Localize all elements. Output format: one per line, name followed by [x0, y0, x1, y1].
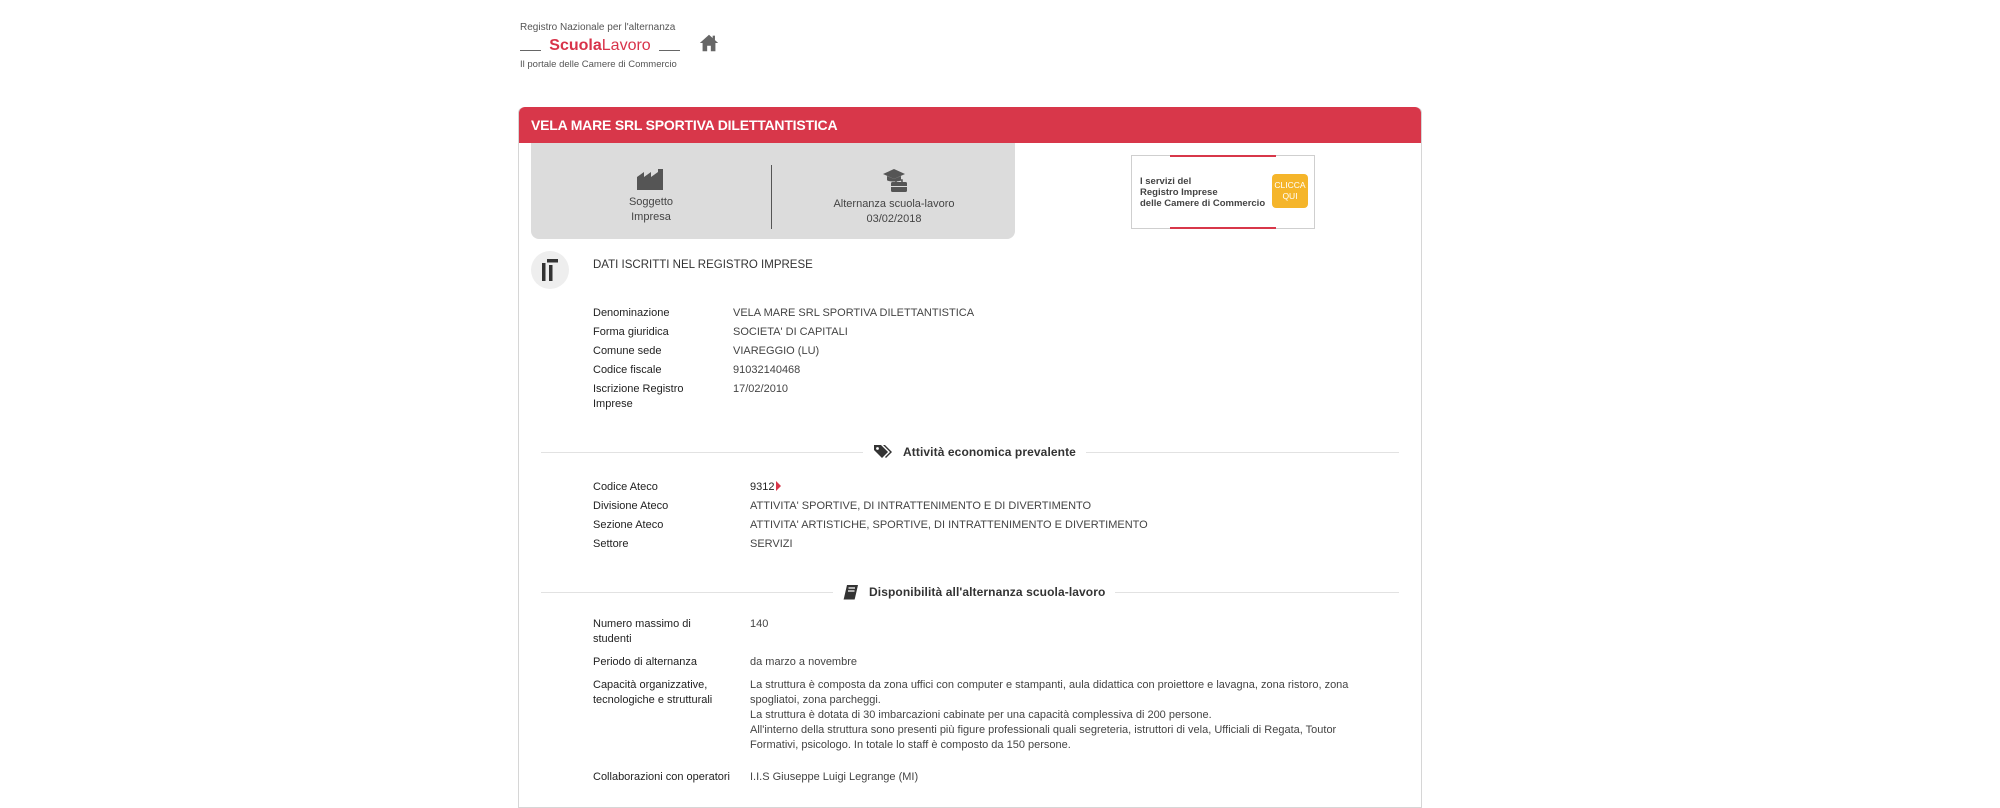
alternanza-label: Alternanza scuola-lavoro: [833, 198, 955, 210]
logo-brand: [520, 37, 680, 55]
registry-value: 91032140468: [733, 364, 801, 376]
company-title: VELA MARE SRL SPORTIVA DILETTANTISTICA: [519, 107, 1421, 143]
factory-icon: [636, 167, 666, 191]
site-logo[interactable]: [520, 22, 680, 70]
summary-subject-line1: Soggetto: [628, 196, 674, 208]
capacity-line: Formativi, psicologo. In totale lo staff è composto da 150 persone.: [750, 739, 1071, 751]
collab-label: Collaborazioni con operatori: [593, 771, 730, 783]
ateco-label: Sezione Ateco: [593, 519, 664, 531]
ateco-code-value[interactable]: [750, 480, 1250, 495]
registry-label: Comune sede: [593, 345, 662, 357]
ateco-label: Codice Ateco: [593, 481, 658, 493]
max-students-label: Numero massimo di studenti: [593, 618, 691, 645]
ateco-title-text: Attività economica prevalente: [903, 445, 1076, 459]
ateco-label: Divisione Ateco: [593, 500, 669, 512]
registry-label: Codice fiscale: [593, 364, 662, 376]
school-briefcase-icon: [879, 167, 909, 193]
ateco-value: ATTIVITA' ARTISTICHE, SPORTIVE, DI INTRATTENIMENTO E DIVERTIMENTO: [750, 519, 1148, 531]
registry-value: VELA MARE SRL SPORTIVA DILETTANTISTICA: [733, 307, 975, 319]
capacity-line: La struttura è composta da zona uffici con computer e stampanti, aula didattica con proiettore e lavagna, zona ristoro, zona: [750, 679, 1349, 691]
ateco-code-marker-icon: [776, 481, 781, 491]
registry-value: VIAREGGIO (LU): [733, 345, 820, 357]
logo-brand-light: Lavoro: [601, 37, 651, 54]
info-glyph-icon: [540, 257, 560, 283]
capacity-line: All'interno della struttura sono presenti più figure professionali quali segreteria, istruttori di vela, Ufficiali di Regata, Toutor: [750, 724, 1337, 736]
max-students-value: 140: [750, 618, 769, 630]
logo-brand-name: [549, 37, 650, 55]
capacity-line: spogliatoi, zona parcheggi.: [750, 694, 881, 706]
availability-section-title: [833, 582, 1115, 602]
summary-subject-line2: Impresa: [631, 211, 671, 223]
company-card: [518, 107, 1422, 808]
registry-value: SOCIETA' DI CAPITALI: [733, 326, 848, 338]
summary-alternanza: [773, 143, 1015, 239]
summary-divider: [771, 165, 772, 229]
ateco-value: ATTIVITA' SPORTIVE, DI INTRATTENIMENTO E DI DIVERTIMENTO: [750, 500, 1092, 512]
registry-label: Iscrizione Registro Imprese: [593, 383, 684, 410]
summary-panel: [531, 143, 1015, 239]
alternanza-date: 03/02/2018: [866, 213, 922, 225]
period-value: da marzo a novembre: [750, 656, 857, 668]
logo-tagline-top: Registro Nazionale per l'alternanza: [520, 22, 676, 33]
logo-line-right: [659, 50, 680, 51]
ateco-label: Settore: [593, 538, 629, 550]
promo-bottom-line: [1170, 227, 1276, 229]
clicca-qui-button[interactable]: [1272, 174, 1308, 208]
registry-label: Forma giuridica: [593, 326, 669, 338]
collab-value: I.I.S Giuseppe Luigi Legrange (MI): [750, 771, 919, 783]
tags-icon: [873, 444, 893, 460]
logo-brand-bold: Scuola: [549, 37, 602, 54]
ateco-code-text: 9312: [750, 481, 775, 493]
ateco-value: SERVIZI: [750, 538, 793, 550]
ateco-section-title: [863, 442, 1086, 462]
promo-line2: Registro Imprese: [1140, 187, 1218, 198]
cta-line1: CLICCA: [1274, 180, 1306, 190]
promo-line3: delle Camere di Commercio: [1140, 198, 1266, 209]
capacity-value: [750, 678, 1370, 753]
registry-section-title: DATI ISCRITTI NEL REGISTRO IMPRESE: [593, 259, 813, 271]
logo-line-left: [520, 50, 541, 51]
cta-line2: QUI: [1282, 191, 1298, 201]
promo-line1: I servizi del: [1140, 176, 1192, 187]
home-icon[interactable]: [698, 32, 720, 54]
registry-label: Denominazione: [593, 307, 670, 319]
capacity-line: La struttura è dotata di 30 imbarcazioni cabinate per una capacità complessiva di 200 persone.: [750, 709, 1212, 721]
registro-imprese-banner[interactable]: [1131, 155, 1315, 229]
promo-top-line: [1170, 155, 1276, 157]
logo-tagline-bottom: Il portale delle Camere di Commercio: [520, 59, 677, 70]
info-icon: [531, 251, 569, 289]
capacity-label: Capacità organizzative, tecnologiche e strutturali: [593, 679, 713, 706]
registry-value: 17/02/2010: [733, 383, 789, 395]
summary-subject: [531, 143, 771, 239]
availability-title-text: Disponibilità all'alternanza scuola-lavoro: [869, 585, 1106, 599]
period-label: Periodo di alternanza: [593, 656, 697, 668]
promo-text: [1140, 176, 1265, 209]
book-icon: [843, 584, 859, 600]
